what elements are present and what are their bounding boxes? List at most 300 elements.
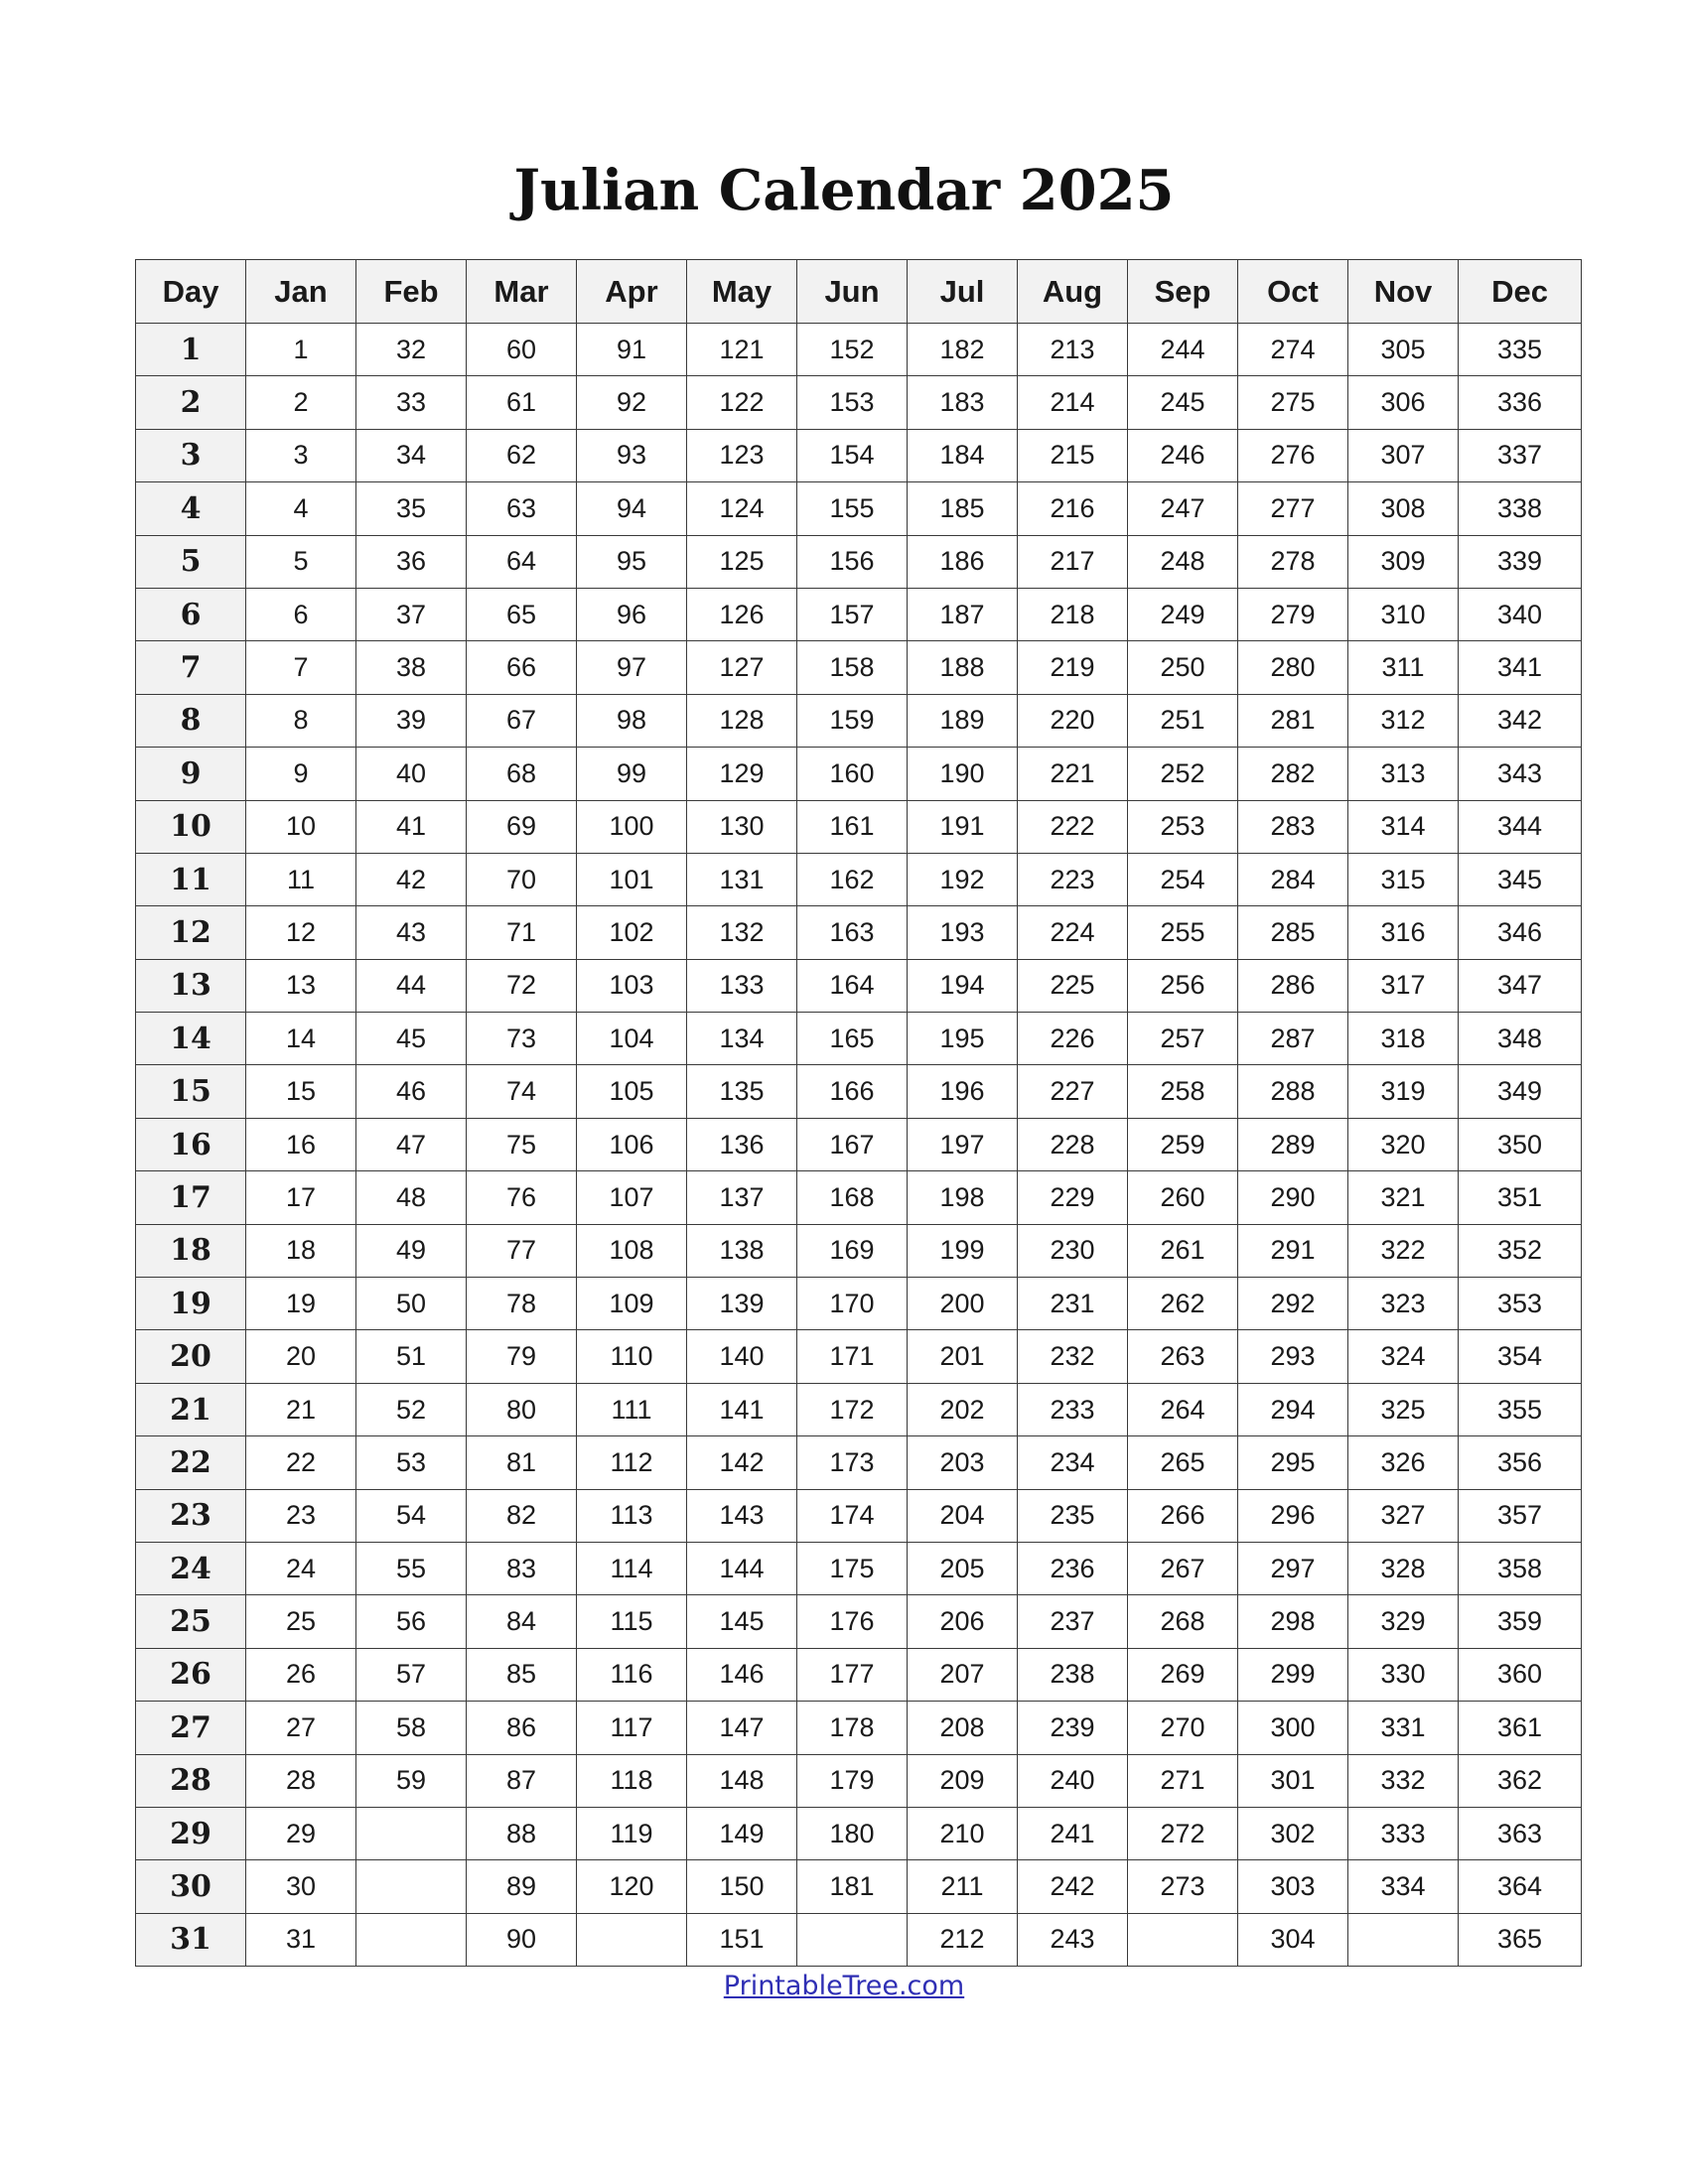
day-number-cell: 14 bbox=[136, 1013, 246, 1065]
table-row bbox=[136, 1542, 1582, 1594]
julian-day-cell: 23 bbox=[246, 1489, 356, 1542]
column-header-sep: Sep bbox=[1128, 260, 1238, 324]
julian-day-cell: 125 bbox=[687, 535, 797, 588]
julian-day-cell: 32 bbox=[356, 324, 467, 376]
julian-day-cell: 94 bbox=[577, 482, 687, 535]
julian-day-cell: 257 bbox=[1128, 1013, 1238, 1065]
julian-day-cell: 17 bbox=[246, 1171, 356, 1224]
day-number-cell: 2 bbox=[136, 376, 246, 429]
julian-day-cell: 361 bbox=[1459, 1702, 1582, 1754]
julian-day-cell: 109 bbox=[577, 1278, 687, 1330]
julian-day-cell: 59 bbox=[356, 1754, 467, 1807]
julian-day-cell: 26 bbox=[246, 1648, 356, 1701]
julian-day-cell: 93 bbox=[577, 429, 687, 481]
julian-day-cell: 242 bbox=[1018, 1860, 1128, 1913]
julian-day-cell: 231 bbox=[1018, 1278, 1128, 1330]
julian-day-cell: 274 bbox=[1238, 324, 1348, 376]
julian-day-cell: 208 bbox=[908, 1702, 1018, 1754]
julian-day-cell: 192 bbox=[908, 853, 1018, 905]
julian-day-cell: 52 bbox=[356, 1383, 467, 1435]
julian-day-cell: 147 bbox=[687, 1702, 797, 1754]
julian-day-cell: 87 bbox=[467, 1754, 577, 1807]
julian-day-cell: 232 bbox=[1018, 1330, 1128, 1383]
table-row bbox=[136, 1595, 1582, 1648]
julian-day-cell: 137 bbox=[687, 1171, 797, 1224]
table-row bbox=[136, 324, 1582, 376]
julian-day-cell: 111 bbox=[577, 1383, 687, 1435]
julian-day-cell: 317 bbox=[1348, 959, 1459, 1012]
julian-day-cell: 265 bbox=[1128, 1436, 1238, 1489]
julian-day-cell: 5 bbox=[246, 535, 356, 588]
julian-day-cell: 250 bbox=[1128, 641, 1238, 694]
julian-day-cell: 184 bbox=[908, 429, 1018, 481]
julian-day-cell: 24 bbox=[246, 1542, 356, 1594]
julian-day-cell: 62 bbox=[467, 429, 577, 481]
julian-day-cell: 122 bbox=[687, 376, 797, 429]
julian-day-cell: 248 bbox=[1128, 535, 1238, 588]
julian-day-cell: 309 bbox=[1348, 535, 1459, 588]
julian-day-cell: 57 bbox=[356, 1648, 467, 1701]
julian-day-cell: 159 bbox=[797, 694, 908, 747]
julian-day-cell: 239 bbox=[1018, 1702, 1128, 1754]
day-number-cell: 7 bbox=[136, 641, 246, 694]
julian-day-cell: 276 bbox=[1238, 429, 1348, 481]
julian-day-cell: 338 bbox=[1459, 482, 1582, 535]
julian-day-cell: 156 bbox=[797, 535, 908, 588]
julian-day-cell: 133 bbox=[687, 959, 797, 1012]
julian-day-cell: 177 bbox=[797, 1648, 908, 1701]
julian-day-cell: 68 bbox=[467, 748, 577, 800]
julian-day-cell: 258 bbox=[1128, 1065, 1238, 1118]
julian-day-cell: 351 bbox=[1459, 1171, 1582, 1224]
julian-day-cell: 65 bbox=[467, 588, 577, 640]
julian-day-cell: 319 bbox=[1348, 1065, 1459, 1118]
table-row bbox=[136, 1702, 1582, 1754]
julian-day-cell: 160 bbox=[797, 748, 908, 800]
julian-day-cell: 203 bbox=[908, 1436, 1018, 1489]
julian-day-cell: 223 bbox=[1018, 853, 1128, 905]
julian-day-cell: 183 bbox=[908, 376, 1018, 429]
julian-day-cell: 21 bbox=[246, 1383, 356, 1435]
day-number-cell: 31 bbox=[136, 1913, 246, 1966]
julian-day-cell: 10 bbox=[246, 800, 356, 853]
julian-day-cell: 339 bbox=[1459, 535, 1582, 588]
julian-day-cell: 315 bbox=[1348, 853, 1459, 905]
julian-day-cell: 344 bbox=[1459, 800, 1582, 853]
julian-day-cell: 305 bbox=[1348, 324, 1459, 376]
julian-day-cell: 14 bbox=[246, 1013, 356, 1065]
julian-day-cell: 31 bbox=[246, 1913, 356, 1966]
julian-day-cell: 86 bbox=[467, 1702, 577, 1754]
julian-day-cell: 12 bbox=[246, 906, 356, 959]
julian-day-cell: 220 bbox=[1018, 694, 1128, 747]
day-number-cell: 5 bbox=[136, 535, 246, 588]
julian-day-cell: 202 bbox=[908, 1383, 1018, 1435]
julian-day-cell: 121 bbox=[687, 324, 797, 376]
day-number-cell: 18 bbox=[136, 1224, 246, 1277]
julian-day-cell: 221 bbox=[1018, 748, 1128, 800]
julian-day-cell: 355 bbox=[1459, 1383, 1582, 1435]
julian-day-cell: 136 bbox=[687, 1118, 797, 1170]
julian-day-cell: 341 bbox=[1459, 641, 1582, 694]
julian-day-cell: 100 bbox=[577, 800, 687, 853]
julian-day-cell: 88 bbox=[467, 1807, 577, 1859]
julian-day-cell: 67 bbox=[467, 694, 577, 747]
julian-day-cell: 115 bbox=[577, 1595, 687, 1648]
julian-day-cell: 173 bbox=[797, 1436, 908, 1489]
julian-day-cell: 327 bbox=[1348, 1489, 1459, 1542]
julian-day-cell: 150 bbox=[687, 1860, 797, 1913]
julian-day-cell: 165 bbox=[797, 1013, 908, 1065]
julian-day-cell: 124 bbox=[687, 482, 797, 535]
julian-day-cell: 224 bbox=[1018, 906, 1128, 959]
julian-day-cell: 222 bbox=[1018, 800, 1128, 853]
julian-day-cell: 83 bbox=[467, 1542, 577, 1594]
table-row bbox=[136, 959, 1582, 1012]
julian-day-cell: 268 bbox=[1128, 1595, 1238, 1648]
julian-day-cell: 95 bbox=[577, 535, 687, 588]
julian-day-cell: 43 bbox=[356, 906, 467, 959]
julian-day-cell: 49 bbox=[356, 1224, 467, 1277]
julian-day-cell: 360 bbox=[1459, 1648, 1582, 1701]
julian-day-cell: 11 bbox=[246, 853, 356, 905]
julian-day-cell: 213 bbox=[1018, 324, 1128, 376]
julian-day-cell: 193 bbox=[908, 906, 1018, 959]
julian-day-cell: 253 bbox=[1128, 800, 1238, 853]
julian-day-cell: 154 bbox=[797, 429, 908, 481]
julian-day-cell: 329 bbox=[1348, 1595, 1459, 1648]
julian-day-cell: 285 bbox=[1238, 906, 1348, 959]
julian-day-cell: 166 bbox=[797, 1065, 908, 1118]
julian-day-cell: 181 bbox=[797, 1860, 908, 1913]
julian-day-cell: 66 bbox=[467, 641, 577, 694]
julian-day-cell: 259 bbox=[1128, 1118, 1238, 1170]
table-row bbox=[136, 906, 1582, 959]
day-number-cell: 9 bbox=[136, 748, 246, 800]
julian-day-cell: 99 bbox=[577, 748, 687, 800]
day-number-cell: 15 bbox=[136, 1065, 246, 1118]
julian-day-cell: 266 bbox=[1128, 1489, 1238, 1542]
julian-day-cell: 241 bbox=[1018, 1807, 1128, 1859]
julian-day-cell: 78 bbox=[467, 1278, 577, 1330]
julian-day-cell: 289 bbox=[1238, 1118, 1348, 1170]
day-number-cell: 27 bbox=[136, 1702, 246, 1754]
julian-day-cell: 262 bbox=[1128, 1278, 1238, 1330]
julian-day-cell: 340 bbox=[1459, 588, 1582, 640]
table-header bbox=[136, 260, 1582, 324]
julian-day-cell: 226 bbox=[1018, 1013, 1128, 1065]
julian-day-cell: 275 bbox=[1238, 376, 1348, 429]
julian-day-cell: 63 bbox=[467, 482, 577, 535]
julian-day-cell: 299 bbox=[1238, 1648, 1348, 1701]
day-number-cell: 23 bbox=[136, 1489, 246, 1542]
julian-day-cell: 229 bbox=[1018, 1171, 1128, 1224]
julian-day-cell: 256 bbox=[1128, 959, 1238, 1012]
day-number-cell: 29 bbox=[136, 1807, 246, 1859]
julian-day-cell bbox=[1128, 1913, 1238, 1966]
day-number-cell: 19 bbox=[136, 1278, 246, 1330]
julian-day-cell: 251 bbox=[1128, 694, 1238, 747]
julian-day-cell: 129 bbox=[687, 748, 797, 800]
julian-day-cell: 350 bbox=[1459, 1118, 1582, 1170]
julian-day-cell: 218 bbox=[1018, 588, 1128, 640]
table-row bbox=[136, 1489, 1582, 1542]
table-row bbox=[136, 1807, 1582, 1859]
day-number-cell: 24 bbox=[136, 1542, 246, 1594]
julian-day-cell: 352 bbox=[1459, 1224, 1582, 1277]
day-number-cell: 3 bbox=[136, 429, 246, 481]
julian-day-cell: 335 bbox=[1459, 324, 1582, 376]
julian-day-cell: 118 bbox=[577, 1754, 687, 1807]
julian-day-cell: 106 bbox=[577, 1118, 687, 1170]
julian-day-cell: 310 bbox=[1348, 588, 1459, 640]
column-header-jan: Jan bbox=[246, 260, 356, 324]
julian-day-cell: 96 bbox=[577, 588, 687, 640]
column-header-mar: Mar bbox=[467, 260, 577, 324]
julian-day-cell: 235 bbox=[1018, 1489, 1128, 1542]
julian-day-cell: 191 bbox=[908, 800, 1018, 853]
julian-day-cell: 1 bbox=[246, 324, 356, 376]
julian-day-cell: 308 bbox=[1348, 482, 1459, 535]
julian-day-cell: 234 bbox=[1018, 1436, 1128, 1489]
column-header-may: May bbox=[687, 260, 797, 324]
julian-day-cell: 209 bbox=[908, 1754, 1018, 1807]
julian-day-cell: 246 bbox=[1128, 429, 1238, 481]
julian-day-cell: 199 bbox=[908, 1224, 1018, 1277]
julian-day-cell: 303 bbox=[1238, 1860, 1348, 1913]
julian-day-cell: 255 bbox=[1128, 906, 1238, 959]
julian-day-cell: 40 bbox=[356, 748, 467, 800]
julian-day-cell: 132 bbox=[687, 906, 797, 959]
julian-day-cell: 29 bbox=[246, 1807, 356, 1859]
julian-day-cell: 245 bbox=[1128, 376, 1238, 429]
day-number-cell: 20 bbox=[136, 1330, 246, 1383]
table-body bbox=[136, 324, 1582, 1967]
table-row bbox=[136, 1118, 1582, 1170]
julian-day-cell: 9 bbox=[246, 748, 356, 800]
julian-day-cell: 112 bbox=[577, 1436, 687, 1489]
julian-day-cell: 60 bbox=[467, 324, 577, 376]
julian-day-cell bbox=[356, 1860, 467, 1913]
julian-day-cell: 73 bbox=[467, 1013, 577, 1065]
julian-day-cell: 238 bbox=[1018, 1648, 1128, 1701]
table-row bbox=[136, 1224, 1582, 1277]
julian-day-cell: 39 bbox=[356, 694, 467, 747]
julian-day-cell: 69 bbox=[467, 800, 577, 853]
header-row bbox=[136, 260, 1582, 324]
julian-day-cell: 113 bbox=[577, 1489, 687, 1542]
julian-day-cell: 217 bbox=[1018, 535, 1128, 588]
day-number-cell: 13 bbox=[136, 959, 246, 1012]
julian-day-cell: 53 bbox=[356, 1436, 467, 1489]
julian-day-cell: 70 bbox=[467, 853, 577, 905]
table-row bbox=[136, 588, 1582, 640]
julian-day-cell: 74 bbox=[467, 1065, 577, 1118]
day-number-cell: 4 bbox=[136, 482, 246, 535]
julian-day-cell: 273 bbox=[1128, 1860, 1238, 1913]
julian-day-cell: 139 bbox=[687, 1278, 797, 1330]
day-number-cell: 25 bbox=[136, 1595, 246, 1648]
julian-day-cell: 312 bbox=[1348, 694, 1459, 747]
julian-day-cell: 22 bbox=[246, 1436, 356, 1489]
table-row bbox=[136, 1648, 1582, 1701]
julian-day-cell: 30 bbox=[246, 1860, 356, 1913]
julian-day-cell: 200 bbox=[908, 1278, 1018, 1330]
julian-day-cell: 337 bbox=[1459, 429, 1582, 481]
julian-day-cell: 134 bbox=[687, 1013, 797, 1065]
julian-day-cell: 8 bbox=[246, 694, 356, 747]
julian-day-cell: 228 bbox=[1018, 1118, 1128, 1170]
julian-day-cell: 230 bbox=[1018, 1224, 1128, 1277]
julian-day-cell: 358 bbox=[1459, 1542, 1582, 1594]
julian-day-cell: 174 bbox=[797, 1489, 908, 1542]
julian-day-cell: 281 bbox=[1238, 694, 1348, 747]
table-row bbox=[136, 1330, 1582, 1383]
table-row bbox=[136, 641, 1582, 694]
julian-day-cell: 278 bbox=[1238, 535, 1348, 588]
julian-day-cell: 97 bbox=[577, 641, 687, 694]
table-row bbox=[136, 429, 1582, 481]
julian-day-cell: 194 bbox=[908, 959, 1018, 1012]
footer bbox=[0, 1971, 1688, 2001]
julian-day-cell: 155 bbox=[797, 482, 908, 535]
julian-day-cell: 130 bbox=[687, 800, 797, 853]
julian-day-cell: 284 bbox=[1238, 853, 1348, 905]
julian-day-cell: 261 bbox=[1128, 1224, 1238, 1277]
julian-day-cell: 146 bbox=[687, 1648, 797, 1701]
julian-day-cell: 196 bbox=[908, 1065, 1018, 1118]
julian-day-cell: 108 bbox=[577, 1224, 687, 1277]
julian-day-cell: 48 bbox=[356, 1171, 467, 1224]
julian-day-cell: 357 bbox=[1459, 1489, 1582, 1542]
julian-day-cell: 302 bbox=[1238, 1807, 1348, 1859]
source-link[interactable]: PrintableTree.com bbox=[723, 1971, 965, 2001]
page-title: Julian Calendar 2025 bbox=[513, 158, 1175, 223]
julian-day-cell: 127 bbox=[687, 641, 797, 694]
julian-day-cell: 135 bbox=[687, 1065, 797, 1118]
julian-day-cell: 356 bbox=[1459, 1436, 1582, 1489]
julian-day-cell: 120 bbox=[577, 1860, 687, 1913]
julian-day-cell: 41 bbox=[356, 800, 467, 853]
julian-day-cell: 79 bbox=[467, 1330, 577, 1383]
julian-day-cell: 271 bbox=[1128, 1754, 1238, 1807]
table-row bbox=[136, 800, 1582, 853]
julian-day-cell: 216 bbox=[1018, 482, 1128, 535]
julian-day-cell: 336 bbox=[1459, 376, 1582, 429]
julian-day-cell: 117 bbox=[577, 1702, 687, 1754]
julian-day-cell: 347 bbox=[1459, 959, 1582, 1012]
day-number-cell: 16 bbox=[136, 1118, 246, 1170]
julian-day-cell: 287 bbox=[1238, 1013, 1348, 1065]
julian-day-cell: 280 bbox=[1238, 641, 1348, 694]
julian-day-cell: 277 bbox=[1238, 482, 1348, 535]
julian-day-cell: 157 bbox=[797, 588, 908, 640]
julian-day-cell: 71 bbox=[467, 906, 577, 959]
julian-day-cell: 105 bbox=[577, 1065, 687, 1118]
table-row bbox=[136, 1754, 1582, 1807]
julian-day-cell: 323 bbox=[1348, 1278, 1459, 1330]
day-number-cell: 10 bbox=[136, 800, 246, 853]
day-number-cell: 22 bbox=[136, 1436, 246, 1489]
julian-day-cell: 7 bbox=[246, 641, 356, 694]
julian-day-cell: 161 bbox=[797, 800, 908, 853]
julian-day-cell: 269 bbox=[1128, 1648, 1238, 1701]
julian-day-cell: 286 bbox=[1238, 959, 1348, 1012]
column-header-oct: Oct bbox=[1238, 260, 1348, 324]
julian-day-cell: 365 bbox=[1459, 1913, 1582, 1966]
julian-day-cell: 307 bbox=[1348, 429, 1459, 481]
julian-day-cell: 176 bbox=[797, 1595, 908, 1648]
julian-day-cell: 316 bbox=[1348, 906, 1459, 959]
julian-day-cell: 247 bbox=[1128, 482, 1238, 535]
day-number-cell: 17 bbox=[136, 1171, 246, 1224]
julian-day-cell: 37 bbox=[356, 588, 467, 640]
julian-day-cell: 104 bbox=[577, 1013, 687, 1065]
julian-day-cell: 330 bbox=[1348, 1648, 1459, 1701]
julian-day-cell: 225 bbox=[1018, 959, 1128, 1012]
julian-day-cell: 240 bbox=[1018, 1754, 1128, 1807]
table-row bbox=[136, 1278, 1582, 1330]
julian-day-cell: 110 bbox=[577, 1330, 687, 1383]
column-header-feb: Feb bbox=[356, 260, 467, 324]
julian-day-cell: 116 bbox=[577, 1648, 687, 1701]
julian-day-cell: 301 bbox=[1238, 1754, 1348, 1807]
column-header-day: Day bbox=[136, 260, 246, 324]
julian-day-cell: 332 bbox=[1348, 1754, 1459, 1807]
julian-day-cell: 182 bbox=[908, 324, 1018, 376]
julian-day-cell: 187 bbox=[908, 588, 1018, 640]
julian-day-cell: 58 bbox=[356, 1702, 467, 1754]
julian-day-cell: 236 bbox=[1018, 1542, 1128, 1594]
julian-day-cell: 295 bbox=[1238, 1436, 1348, 1489]
julian-day-cell: 140 bbox=[687, 1330, 797, 1383]
julian-day-cell bbox=[797, 1913, 908, 1966]
julian-day-cell: 197 bbox=[908, 1118, 1018, 1170]
julian-day-cell: 33 bbox=[356, 376, 467, 429]
julian-day-cell: 349 bbox=[1459, 1065, 1582, 1118]
julian-day-cell: 324 bbox=[1348, 1330, 1459, 1383]
julian-day-cell: 56 bbox=[356, 1595, 467, 1648]
column-header-jul: Jul bbox=[908, 260, 1018, 324]
julian-day-cell: 290 bbox=[1238, 1171, 1348, 1224]
julian-day-cell: 333 bbox=[1348, 1807, 1459, 1859]
julian-day-cell: 214 bbox=[1018, 376, 1128, 429]
julian-day-cell: 363 bbox=[1459, 1807, 1582, 1859]
julian-day-cell: 84 bbox=[467, 1595, 577, 1648]
table-row bbox=[136, 1171, 1582, 1224]
julian-day-cell: 143 bbox=[687, 1489, 797, 1542]
julian-day-cell: 44 bbox=[356, 959, 467, 1012]
julian-day-cell: 27 bbox=[246, 1702, 356, 1754]
julian-day-cell: 296 bbox=[1238, 1489, 1348, 1542]
julian-day-cell: 77 bbox=[467, 1224, 577, 1277]
julian-day-cell: 81 bbox=[467, 1436, 577, 1489]
day-number-cell: 1 bbox=[136, 324, 246, 376]
julian-day-cell: 170 bbox=[797, 1278, 908, 1330]
julian-day-cell: 89 bbox=[467, 1860, 577, 1913]
julian-day-cell: 42 bbox=[356, 853, 467, 905]
julian-day-cell: 189 bbox=[908, 694, 1018, 747]
julian-day-cell: 72 bbox=[467, 959, 577, 1012]
julian-day-cell: 167 bbox=[797, 1118, 908, 1170]
julian-day-cell: 64 bbox=[467, 535, 577, 588]
day-number-cell: 30 bbox=[136, 1860, 246, 1913]
julian-day-cell: 306 bbox=[1348, 376, 1459, 429]
julian-day-cell: 15 bbox=[246, 1065, 356, 1118]
julian-day-cell: 342 bbox=[1459, 694, 1582, 747]
julian-day-cell: 50 bbox=[356, 1278, 467, 1330]
julian-day-cell: 244 bbox=[1128, 324, 1238, 376]
